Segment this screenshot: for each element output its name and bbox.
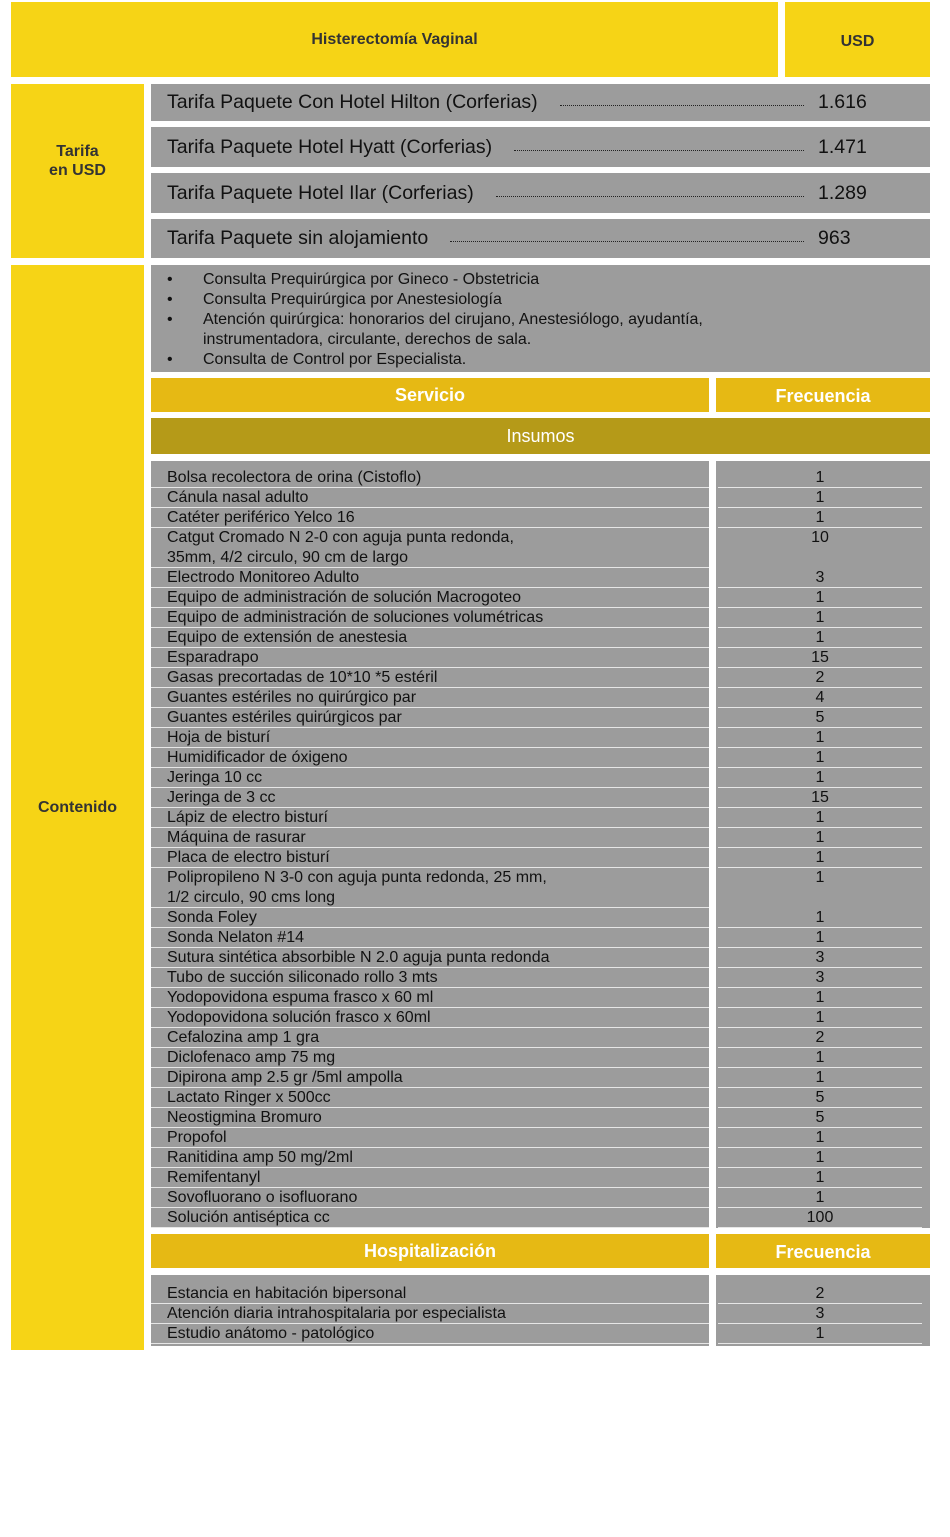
hospitalizacion-name-column [151, 1275, 709, 1346]
item-name: Lápiz de electro bisturí [151, 808, 709, 828]
item-name: Cánula nasal adulto [151, 488, 709, 508]
hospitalizacion-frecuencia-header [716, 1234, 930, 1268]
servicio-label: Servicio [394, 384, 466, 405]
item-name: Gasas precortadas de 10*10 *5 estéril [151, 668, 709, 688]
item-quantity: 10 [811, 529, 829, 546]
bullet-item: • Atención quirúrgica: honorarios del cirujano, Anestesiólogo, ayudantía, [151, 310, 930, 330]
item-quantity: 1 [718, 1324, 922, 1344]
insumos-qty-column [716, 461, 930, 1228]
rate-price: 963 [818, 227, 851, 249]
item-quantity: 1 [718, 508, 922, 528]
insumos-header [151, 418, 930, 454]
bullet-item-continuation: instrumentadora, circulante, derechos de sala. [203, 331, 532, 348]
hospitalizacion-title: Hospitalización [363, 1240, 497, 1261]
item-name: Jeringa 10 cc [151, 768, 709, 788]
item-quantity: 1 [718, 908, 922, 928]
item-name: Humidificador de óxigeno [151, 748, 709, 768]
currency-label: USD [840, 32, 875, 50]
item-quantity: 1 [718, 1128, 922, 1148]
item-name: Propofol [151, 1128, 709, 1148]
currency-header-cell [785, 2, 930, 77]
item-name: Guantes estériles quirúrgicos par [151, 708, 709, 728]
item-name: Cefalozina amp 1 gra [151, 1028, 709, 1048]
item-name: Jeringa de 3 cc [151, 788, 709, 808]
item-quantity: 1 [718, 1168, 922, 1188]
item-name: Dipirona amp 2.5 gr /5ml ampolla [151, 1068, 709, 1088]
item-quantity: 1 [718, 728, 922, 748]
frecuencia-header [716, 378, 930, 412]
bullet-item: • Consulta Prequirúrgica por Anestesiología [151, 290, 930, 310]
item-name: Tubo de succión siliconado rollo 3 mts [151, 968, 709, 988]
item-name: Sutura sintética absorbible N 2.0 aguja punta redonda [151, 948, 709, 968]
item-quantity: 1 [718, 1068, 922, 1088]
rate-name: Tarifa Paquete Con Hotel Hilton (Corferias) [167, 91, 538, 113]
item-name: Equipo de administración de solución Macrogoteo [151, 588, 709, 608]
item-quantity: 5 [718, 1088, 922, 1108]
rate-row [151, 173, 930, 213]
item-quantity: 1 [718, 808, 922, 828]
item-quantity: 1 [718, 928, 922, 948]
item-name: Atención diaria intrahospitalaria por especialista [151, 1304, 709, 1324]
item-quantity: 1 [718, 1008, 922, 1028]
rate-price: 1.289 [818, 181, 867, 204]
item-quantity: 15 [718, 788, 922, 808]
rate-price: 1.471 [818, 135, 867, 158]
item-quantity [718, 548, 922, 568]
procedure-title: Histerectomía Vaginal [311, 30, 478, 48]
item-quantity: 5 [718, 1108, 922, 1128]
item-quantity: 1 [815, 869, 825, 886]
item-name: Estancia en habitación bipersonal [151, 1284, 709, 1304]
item-name: Electrodo Monitoreo Adulto [151, 568, 709, 588]
bullet-item: • Consulta de Control por Especialista. [151, 350, 930, 370]
item-quantity: 1 [718, 988, 922, 1008]
item-quantity: 2 [718, 1284, 922, 1304]
item-quantity: 1 [718, 468, 922, 488]
frecuencia-label: Frecuencia [775, 385, 871, 406]
item-name: Polipropileno N 3-0 con aguja punta redonda, 25 mm, [167, 869, 547, 886]
rate-name: Tarifa Paquete sin alojamiento [167, 227, 429, 249]
item-name: Sonda Foley [151, 908, 709, 928]
rate-price: 1.616 [818, 91, 867, 113]
item-quantity: 3 [718, 568, 922, 588]
item-quantity: 1 [718, 1148, 922, 1168]
tarifa-label-line1: Tarifa [56, 143, 99, 160]
bullet-item: • Consulta Prequirúrgica por Gineco - Obstetricia [151, 270, 930, 290]
servicio-header [151, 378, 709, 412]
item-name: Yodopovidona espuma frasco x 60 ml [151, 988, 709, 1008]
tarifa-label-line2: en USD [49, 162, 106, 179]
item-name: Placa de electro bisturí [151, 848, 709, 868]
item-name: Diclofenaco amp 75 mg [151, 1048, 709, 1068]
item-name: Lactato Ringer x 500cc [151, 1088, 709, 1108]
rate-row [151, 84, 930, 121]
item-name: Neostigmina Bromuro [151, 1108, 709, 1128]
contenido-label-cell [11, 265, 144, 1350]
item-name: Catéter periférico Yelco 16 [151, 508, 709, 528]
contenido-label: Contenido [37, 799, 118, 816]
insumos-name-column [151, 461, 709, 1228]
item-name: Máquina de rasurar [151, 828, 709, 848]
insumos-title: Insumos [506, 425, 575, 446]
item-name: Solución antiséptica cc [151, 1208, 709, 1228]
item-name: Equipo de extensión de anestesia [151, 628, 709, 648]
rate-name: Tarifa Paquete Hotel Hyatt (Corferias) [167, 135, 493, 158]
hospitalizacion-frecuencia-label: Frecuencia [775, 1241, 871, 1262]
item-name: 35mm, 4/2 circulo, 90 cm de largo [151, 548, 709, 568]
item-quantity: 3 [718, 948, 922, 968]
item-quantity: 15 [718, 648, 922, 668]
item-quantity: 1 [718, 1188, 922, 1208]
item-quantity: 5 [718, 708, 922, 728]
item-name: Sovofluorano o isofluorano [151, 1188, 709, 1208]
rate-name: Tarifa Paquete Hotel Ilar (Corferias) [167, 181, 474, 204]
item-quantity: 1 [718, 828, 922, 848]
item-quantity: 2 [718, 1028, 922, 1048]
dot-leader [514, 150, 804, 151]
rate-row [151, 127, 930, 167]
item-name: Guantes estériles no quirúrgico par [151, 688, 709, 708]
hospitalizacion-qty-column [716, 1275, 930, 1346]
item-quantity: 1 [718, 1048, 922, 1068]
dot-leader [560, 105, 804, 106]
dot-leader [450, 241, 804, 242]
item-name: Remifentanyl [151, 1168, 709, 1188]
hospitalizacion-header [151, 1234, 709, 1268]
item-quantity: 1 [718, 488, 922, 508]
item-name: Esparadrapo [151, 648, 709, 668]
rate-row [151, 219, 930, 258]
item-quantity [718, 888, 922, 908]
item-quantity: 1 [718, 768, 922, 788]
item-quantity: 100 [718, 1208, 922, 1228]
item-quantity: 4 [718, 688, 922, 708]
item-quantity: 1 [718, 848, 922, 868]
item-name: Bolsa recolectora de orina (Cistoflo) [151, 468, 709, 488]
tarifa-label-cell [11, 84, 144, 258]
contenido-bullets [151, 265, 930, 372]
item-quantity: 1 [718, 608, 922, 628]
item-name: Equipo de administración de soluciones volumétricas [151, 608, 709, 628]
dot-leader [496, 196, 804, 197]
item-name: Sonda Nelaton #14 [151, 928, 709, 948]
item-quantity: 1 [718, 628, 922, 648]
item-name: Estudio anátomo - patológico [151, 1324, 709, 1344]
item-quantity: 1 [718, 748, 922, 768]
item-quantity: 2 [718, 668, 922, 688]
item-quantity: 3 [718, 1304, 922, 1324]
item-name: Hoja de bisturí [151, 728, 709, 748]
item-quantity: 1 [718, 588, 922, 608]
procedure-title-cell [11, 2, 778, 77]
item-quantity: 3 [718, 968, 922, 988]
item-name: Ranitidina amp 50 mg/2ml [151, 1148, 709, 1168]
item-name: 1/2 circulo, 90 cms long [151, 888, 709, 908]
item-name: Catgut Cromado N 2-0 con aguja punta redonda, [167, 529, 514, 546]
item-name: Yodopovidona solución frasco x 60ml [151, 1008, 709, 1028]
